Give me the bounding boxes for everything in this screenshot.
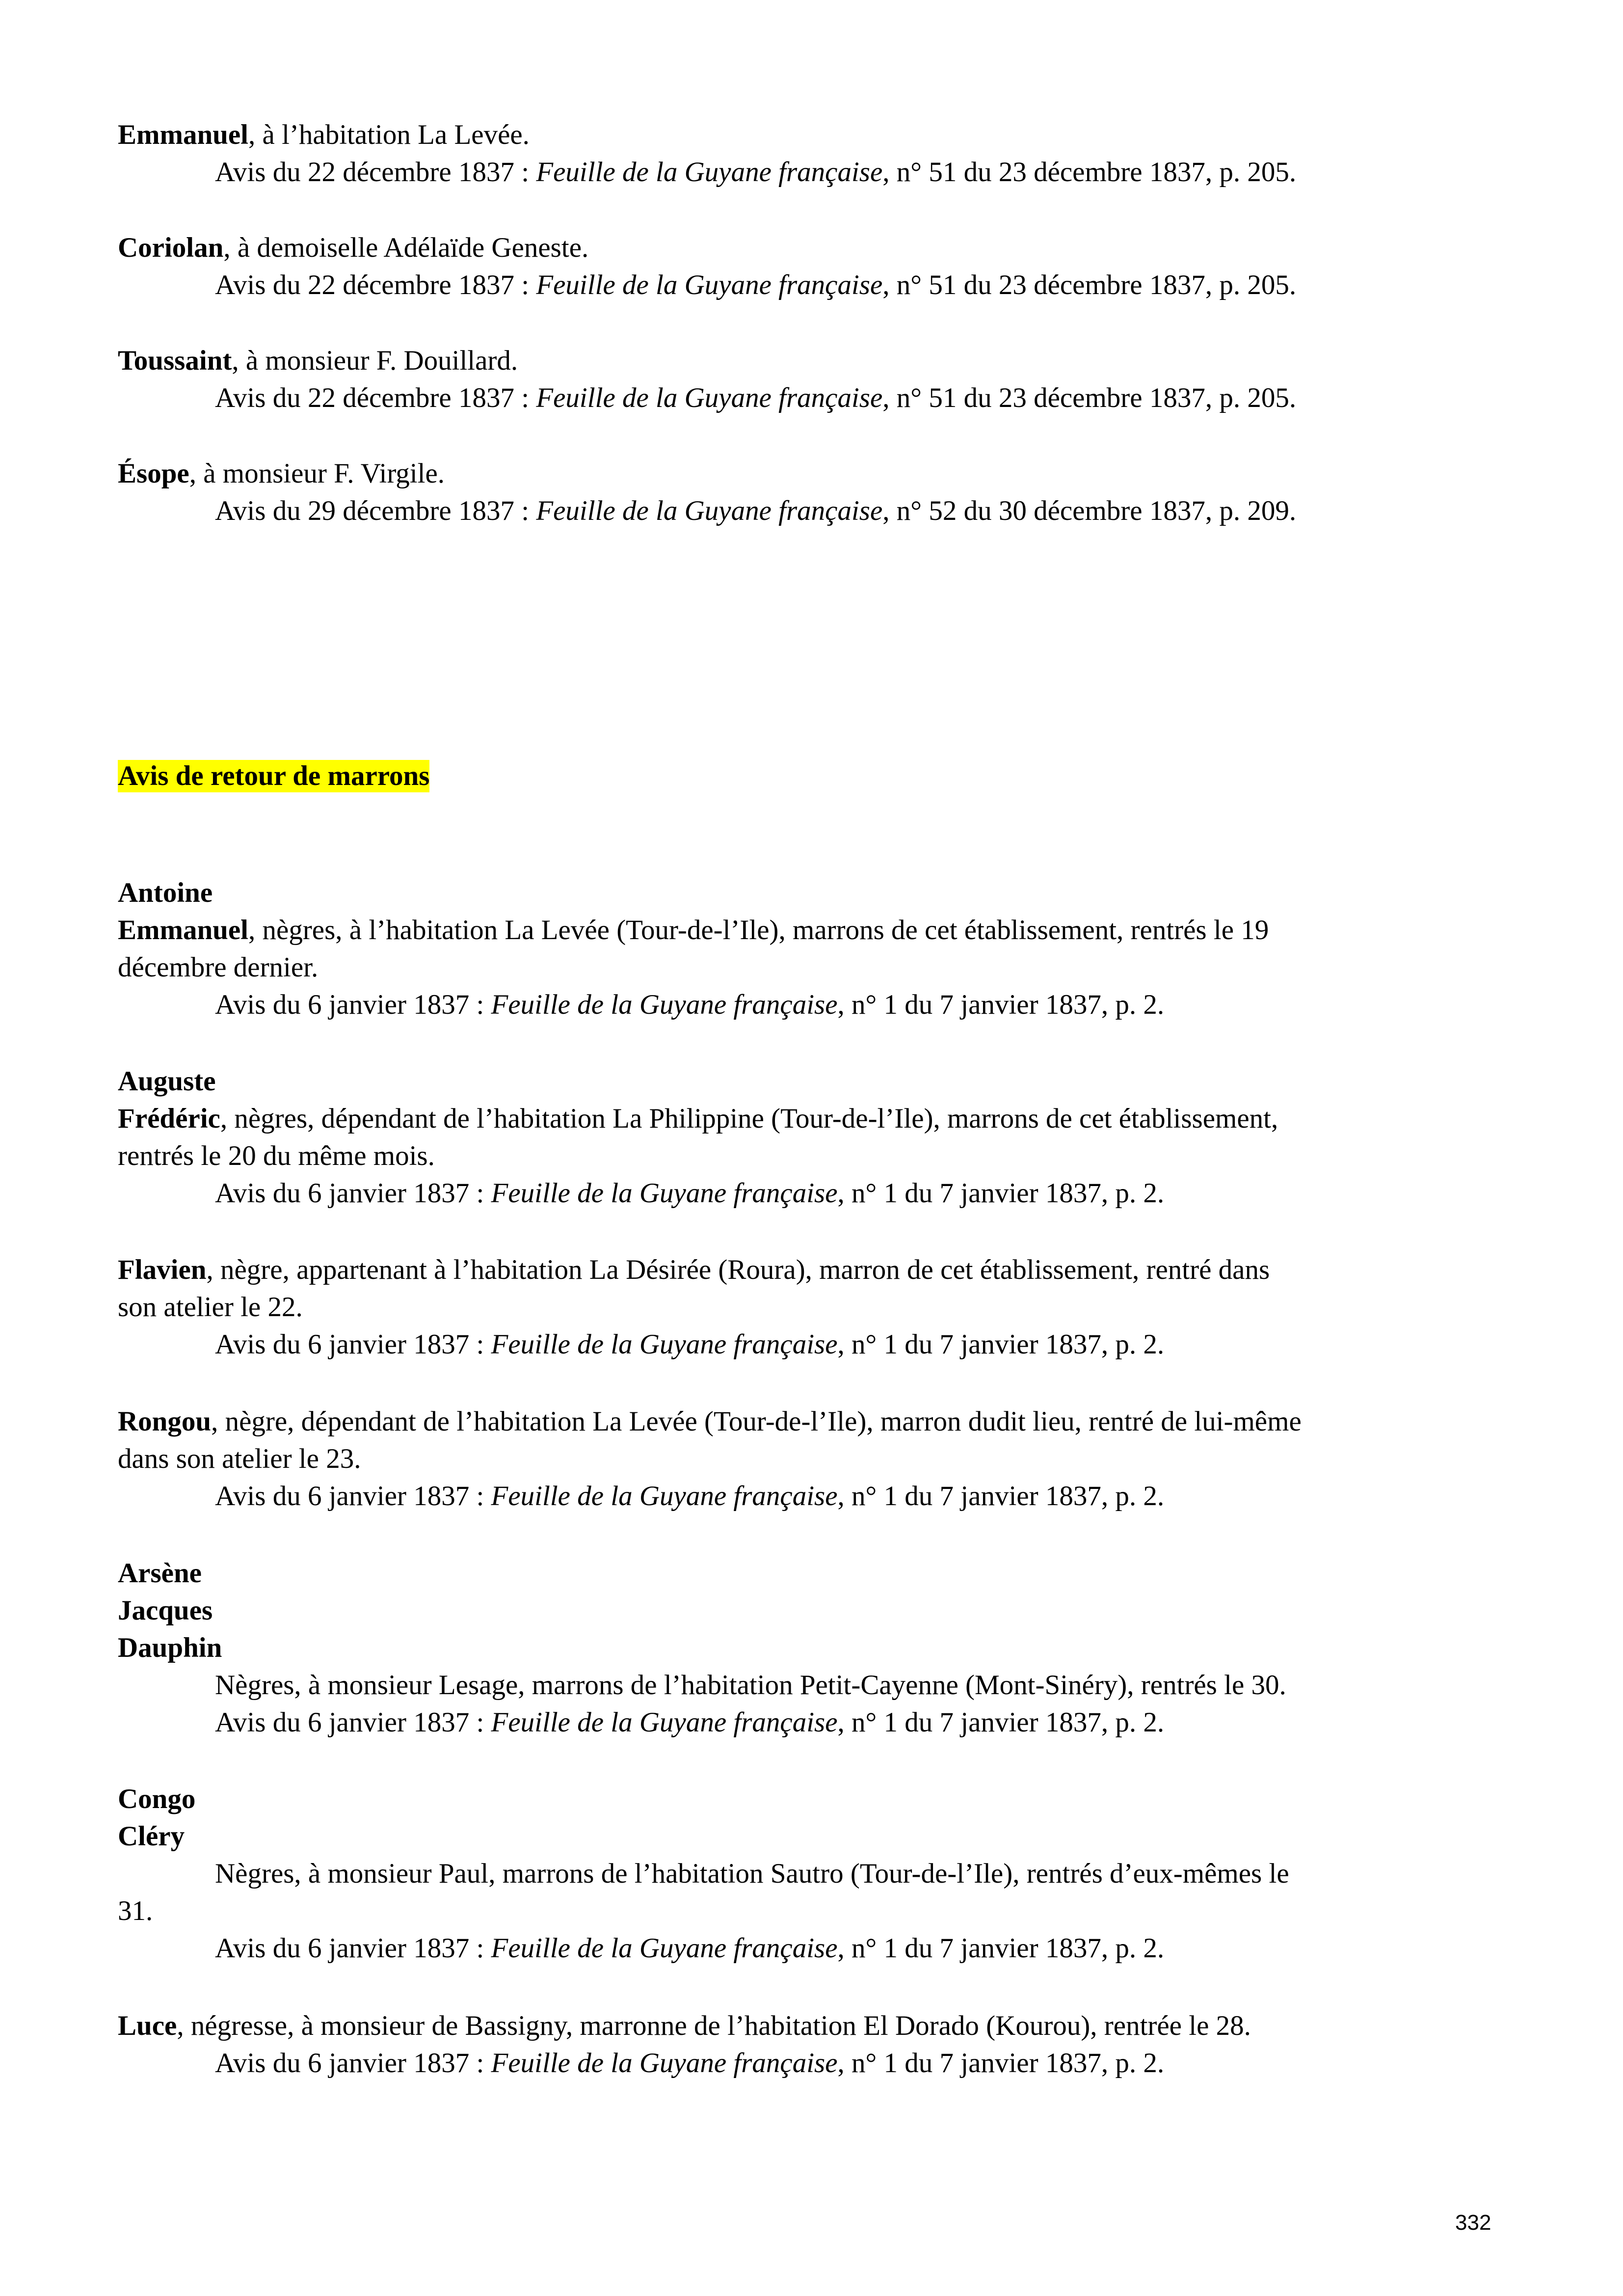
entry-arsene-jacques-dauphin (118, 1555, 1517, 1741)
entry-description: , nègre, dépendant de l’habitation La Levée (Tour-de-l’Ile), marron dudit lieu, rentré de lui-même (211, 1406, 1302, 1437)
entry-description: , nègre, appartenant à l’habitation La Désirée (Roura), marron de cet établissement, rentré dans (206, 1254, 1270, 1285)
entry-description-continued: rentrés le 20 du même mois. (118, 1140, 435, 1171)
entry-rongou (118, 1403, 1517, 1515)
entry-coriolan (118, 229, 1517, 304)
entry-description-continued: décembre dernier. (118, 952, 319, 983)
entry-name: Rongou (118, 1406, 212, 1437)
entry-name: Dauphin (118, 1632, 222, 1663)
entry-esope (118, 455, 1517, 530)
entry-name: Luce (118, 2010, 177, 2041)
entry-reference: Avis du 22 décembre 1837 : Feuille de la Guyane française, n° 51 du 23 décembre 1837, p. 205. (215, 157, 1297, 188)
entry-reference: Avis du 6 janvier 1837 : Feuille de la Guyane française, n° 1 du 7 janvier 1837, p. 2. (215, 1481, 1165, 1512)
entry-flavien (118, 1251, 1517, 1363)
entry-reference: Avis du 6 janvier 1837 : Feuille de la Guyane française, n° 1 du 7 janvier 1837, p. 2. (215, 2048, 1165, 2079)
entry-name: Flavien (118, 1254, 207, 1285)
entry-description: , nègres, dépendant de l’habitation La Philippine (Tour-de-l’Ile), marrons de cet établissement, (220, 1103, 1278, 1134)
entry-name: Coriolan (118, 232, 224, 263)
entry-congo-clery (118, 1781, 1517, 1967)
entry-description: , à monsieur F. Douillard. (232, 345, 518, 376)
entry-description-continued: dans son atelier le 23. (118, 1443, 361, 1474)
entry-description: , à l’habitation La Levée. (248, 119, 530, 150)
entry-name: Antoine (118, 877, 213, 908)
entry-description-continued: 31. (118, 1895, 153, 1926)
entry-description: Nègres, à monsieur Lesage, marrons de l’habitation Petit-Cayenne (Mont-Sinéry), rentrés le 30. (215, 1670, 1286, 1701)
journal-title: Feuille de la Guyane française (536, 495, 883, 526)
journal-title: Feuille de la Guyane française (491, 1707, 838, 1738)
entry-name: Emmanuel (118, 915, 249, 945)
entry-reference: Avis du 6 janvier 1837 : Feuille de la Guyane française, n° 1 du 7 janvier 1837, p. 2. (215, 1933, 1165, 1964)
entry-description: , à demoiselle Adélaïde Geneste. (223, 232, 589, 263)
journal-title: Feuille de la Guyane française (491, 1481, 838, 1512)
entry-name: Arsène (118, 1558, 202, 1589)
entry-reference: Avis du 29 décembre 1837 : Feuille de la Guyane française, n° 52 du 30 décembre 1837, p. 209. (215, 495, 1297, 526)
entry-description: , à monsieur F. Virgile. (189, 458, 445, 489)
entry-emmanuel (118, 116, 1517, 191)
section-heading: Avis de retour de marrons (118, 760, 430, 791)
journal-title: Feuille de la Guyane française (536, 382, 883, 413)
entry-description: , nègres, à l’habitation La Levée (Tour-de-l’Ile), marrons de cet établissement, rentrés le 19 (248, 915, 1269, 945)
journal-title: Feuille de la Guyane française (491, 1329, 838, 1360)
journal-title: Feuille de la Guyane française (536, 270, 883, 300)
entry-name: Jacques (118, 1595, 213, 1626)
entry-name: Ésope (118, 458, 189, 489)
entry-name: Toussaint (118, 345, 232, 376)
entry-description-continued: son atelier le 22. (118, 1292, 303, 1323)
entry-toussaint (118, 342, 1517, 417)
entry-name: Congo (118, 1783, 196, 1814)
entry-description: , négresse, à monsieur de Bassigny, marronne de l’habitation El Dorado (Kourou), rentrée le 28. (177, 2010, 1251, 2041)
entry-antoine-emmanuel (118, 874, 1517, 1024)
entry-name: Auguste (118, 1066, 216, 1097)
entry-name: Cléry (118, 1821, 185, 1852)
entry-reference: Avis du 22 décembre 1837 : Feuille de la Guyane française, n° 51 du 23 décembre 1837, p. 205. (215, 382, 1297, 413)
journal-title: Feuille de la Guyane française (491, 1933, 838, 1964)
section-heading-block (118, 760, 1517, 792)
entry-reference: Avis du 6 janvier 1837 : Feuille de la Guyane française, n° 1 du 7 janvier 1837, p. 2. (215, 989, 1165, 1020)
entry-reference: Avis du 6 janvier 1837 : Feuille de la Guyane française, n° 1 du 7 janvier 1837, p. 2. (215, 1178, 1165, 1209)
entry-description: Nègres, à monsieur Paul, marrons de l’habitation Sautro (Tour-de-l’Ile), rentrés d’eux-mêmes le (215, 1858, 1289, 1889)
entry-luce (118, 2007, 1517, 2082)
entry-auguste-frederic (118, 1063, 1517, 1212)
page-number: 332 (1455, 2211, 1491, 2235)
journal-title: Feuille de la Guyane française (491, 989, 838, 1020)
entry-name: Emmanuel (118, 119, 249, 150)
journal-title: Feuille de la Guyane française (491, 2048, 838, 2079)
journal-title: Feuille de la Guyane française (536, 157, 883, 188)
journal-title: Feuille de la Guyane française (491, 1178, 838, 1209)
entry-reference: Avis du 6 janvier 1837 : Feuille de la Guyane française, n° 1 du 7 janvier 1837, p. 2. (215, 1707, 1165, 1738)
entry-reference: Avis du 22 décembre 1837 : Feuille de la Guyane française, n° 51 du 23 décembre 1837, p. 205. (215, 270, 1297, 300)
entry-reference: Avis du 6 janvier 1837 : Feuille de la Guyane française, n° 1 du 7 janvier 1837, p. 2. (215, 1329, 1165, 1360)
entry-name: Frédéric (118, 1103, 220, 1134)
